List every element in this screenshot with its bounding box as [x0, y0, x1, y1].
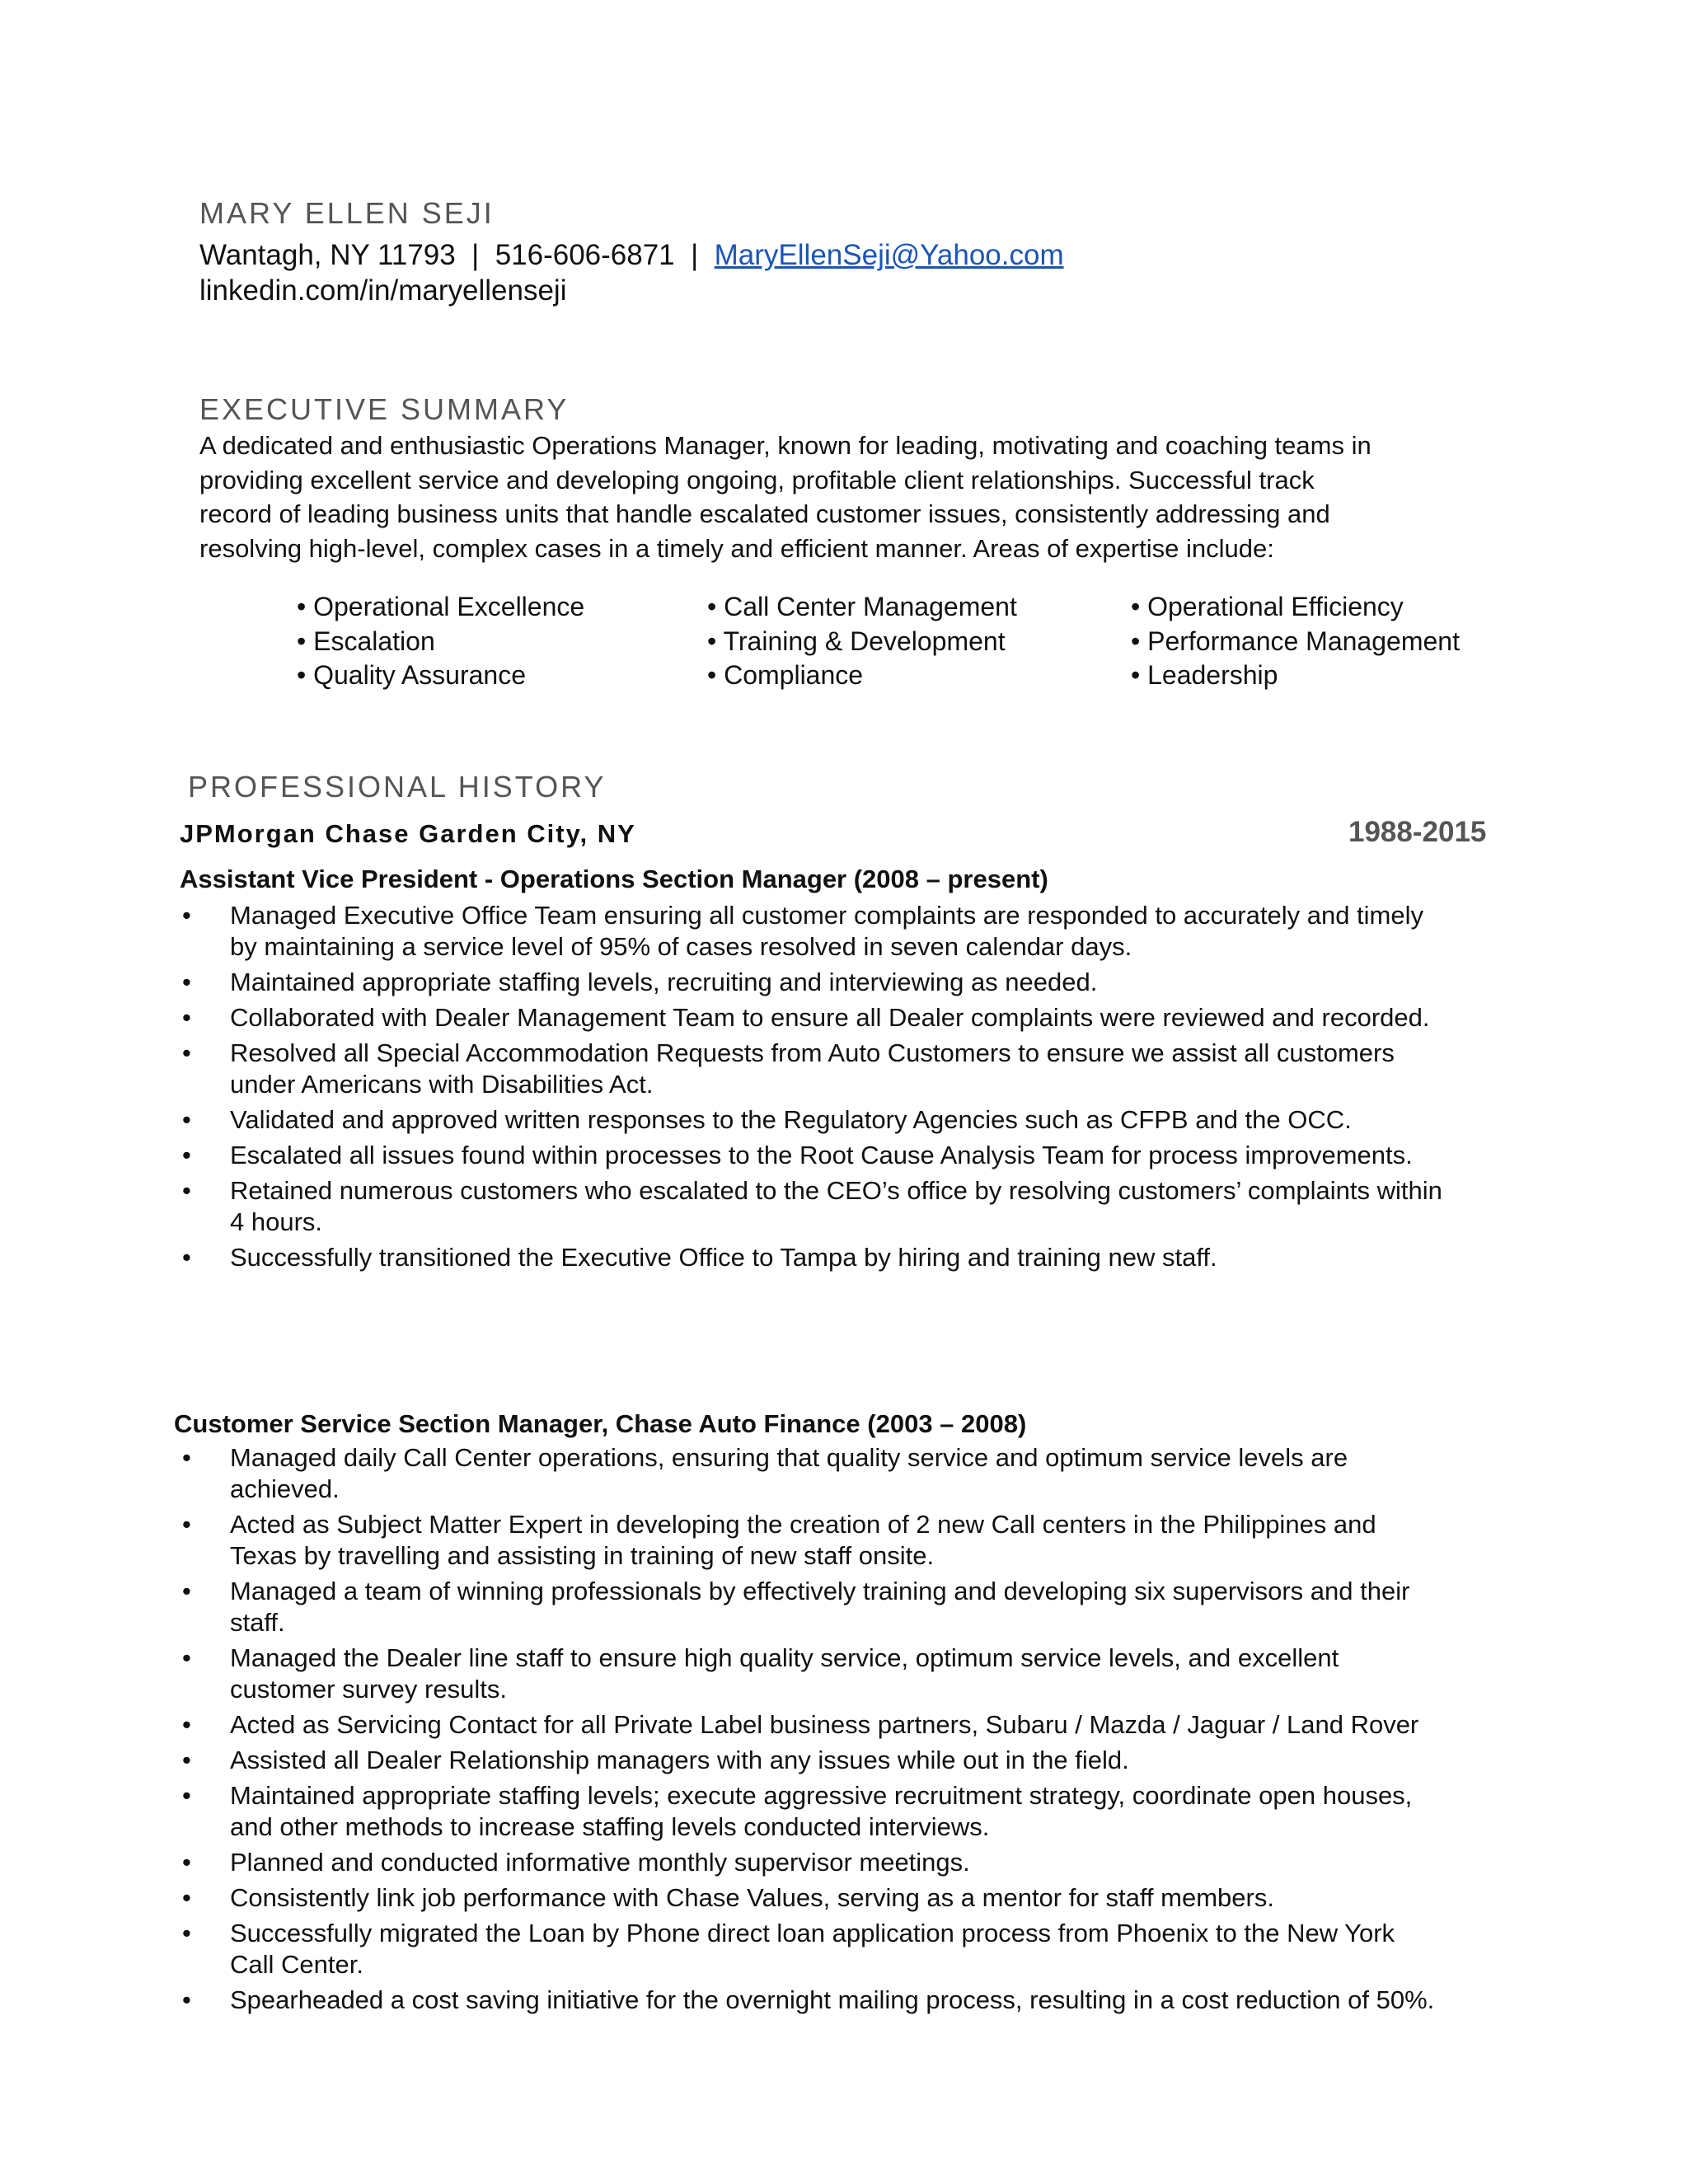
- company-name: JPMorgan Chase Garden City, NY: [180, 819, 636, 848]
- bullet-item: [182, 1442, 1434, 1505]
- bullet-line: Acted as Subject Matter Expert in developing the creation of 2 new Call centers in the Philippines and: [230, 1510, 1376, 1539]
- bullet-line: Validated and approved written responses to the Regulatory Agencies such as CFPB and the OCC.: [230, 1105, 1352, 1134]
- bullet-point: •: [182, 1848, 191, 1877]
- skills-column-3: [1131, 590, 1460, 693]
- bullet-line: Collaborated with Dealer Management Team to ensure all Dealer complaints were reviewed and recorded.: [230, 1003, 1430, 1032]
- bullet-line: Managed a team of winning professionals by effectively training and developing six supervisors and their: [230, 1577, 1410, 1605]
- bullet-point: •: [182, 1883, 191, 1912]
- bullet-item: [182, 1745, 1434, 1776]
- skill-item: • Operational Excellence: [297, 592, 585, 621]
- separator: |: [471, 239, 480, 271]
- email-link[interactable]: MaryEllenSeji@Yahoo.com: [714, 239, 1064, 271]
- bullet-point: •: [182, 1003, 191, 1032]
- bullet-line: Texas by travelling and assisting in training of new staff onsite.: [230, 1541, 935, 1570]
- bullet-line: Acted as Servicing Contact for all Private Label business partners, Subaru / Mazda / Jaguar / Land Rover: [230, 1710, 1419, 1739]
- summary-paragraph: [199, 429, 1485, 565]
- bullet-item: [182, 1242, 1442, 1273]
- summary-line: record of leading business units that handle escalated customer issues, consistently addressing and: [199, 499, 1330, 528]
- bullet-item: [182, 1643, 1434, 1705]
- skill-item: • Compliance: [707, 660, 864, 690]
- bullet-line: staff.: [230, 1608, 285, 1637]
- bullet-point: •: [182, 1746, 191, 1774]
- bullet-point: •: [182, 1176, 191, 1205]
- bullet-item: [182, 900, 1442, 963]
- candidate-name: MARY ELLEN SEJI: [199, 196, 495, 230]
- bullet-item: [182, 1002, 1442, 1033]
- bullet-item: [182, 1576, 1434, 1638]
- bullet-point: •: [182, 1443, 191, 1472]
- skills-column-1: [297, 590, 584, 693]
- bullet-point: •: [182, 1781, 191, 1810]
- bullet-point: •: [182, 1105, 191, 1134]
- bullet-item: [182, 1038, 1442, 1100]
- bullet-line: Resolved all Special Accommodation Requests from Auto Customers to ensure we assist all customers: [230, 1038, 1395, 1067]
- skill-item: • Leadership: [1131, 660, 1278, 690]
- bullet-point: •: [182, 1038, 191, 1067]
- bullet-point: •: [182, 1243, 191, 1272]
- separator: |: [691, 239, 699, 271]
- bullet-line: achieved.: [230, 1474, 340, 1503]
- employment-years: 1988-2015: [1348, 816, 1487, 848]
- phone: 516-606-6871: [495, 239, 675, 271]
- role-2-bullet-list: [182, 1442, 1435, 2020]
- bullet-line: under Americans with Disabilities Act.: [230, 1070, 654, 1099]
- skill-item: • Operational Efficiency: [1131, 592, 1404, 621]
- bullet-item: [182, 1780, 1434, 1843]
- role-title: Assistant Vice President - Operations Section Manager (2008 – present): [180, 865, 1048, 893]
- bullet-item: [182, 1509, 1434, 1572]
- bullet-line: Successfully migrated the Loan by Phone direct loan application process from Phoenix to the New York: [230, 1919, 1395, 1947]
- bullet-item: [182, 1104, 1442, 1136]
- bullet-item: [182, 1709, 1434, 1741]
- bullet-item: [182, 1140, 1442, 1171]
- linkedin-url: linkedin.com/in/maryellenseji: [199, 274, 567, 307]
- bullet-line: Call Center.: [230, 1950, 363, 1979]
- bullet-point: •: [182, 901, 191, 930]
- skill-item: • Performance Management: [1131, 626, 1460, 656]
- bullet-line: Planned and conducted informative monthly supervisor meetings.: [230, 1848, 970, 1877]
- bullet-item: [182, 1882, 1434, 1914]
- bullet-line: by maintaining a service level of 95% of cases resolved in seven calendar days.: [230, 932, 1132, 961]
- bullet-line: Managed Executive Office Team ensuring all customer complaints are responded to accurately and timely: [230, 901, 1423, 930]
- bullet-point: •: [182, 1710, 191, 1739]
- role-title: Customer Service Section Manager, Chase Auto Finance (2003 – 2008): [174, 1409, 1027, 1438]
- summary-line: providing excellent service and developing ongoing, profitable client relationships. Successful track: [199, 465, 1315, 494]
- bullet-line: Spearheaded a cost saving initiative for the overnight mailing process, resulting in a cost reduction of 50%.: [230, 1985, 1435, 2014]
- skills-column-2: [707, 590, 1017, 693]
- bullet-line: Assisted all Dealer Relationship managers with any issues while out in the field.: [230, 1746, 1129, 1774]
- professional-history-heading: PROFESSIONAL HISTORY: [188, 770, 607, 804]
- bullet-item: [182, 1175, 1442, 1238]
- skill-item: • Call Center Management: [707, 592, 1017, 621]
- skill-item: • Training & Development: [707, 626, 1006, 656]
- bullet-item: [182, 967, 1442, 998]
- bullet-line: Successfully transitioned the Executive Office to Tampa by hiring and training new staff.: [230, 1243, 1217, 1272]
- bullet-point: •: [182, 968, 191, 996]
- bullet-line: Maintained appropriate staffing levels; execute aggressive recruitment strategy, coordinate open houses,: [230, 1781, 1413, 1810]
- bullet-point: •: [182, 1577, 191, 1605]
- bullet-line: Escalated all issues found within processes to the Root Cause Analysis Team for process improvements.: [230, 1141, 1413, 1169]
- bullet-line: and other methods to increase staffing levels conducted interviews.: [230, 1812, 990, 1841]
- bullet-point: •: [182, 1985, 191, 2014]
- bullet-point: •: [182, 1510, 191, 1539]
- bullet-line: Managed daily Call Center operations, ensuring that quality service and optimum service levels are: [230, 1443, 1348, 1472]
- bullet-point: •: [182, 1919, 191, 1947]
- bullet-line: Retained numerous customers who escalated to the CEO’s office by resolving customers’ complaints within: [230, 1176, 1442, 1205]
- bullet-item: [182, 1985, 1435, 2016]
- bullet-item: [182, 1847, 1434, 1878]
- location: Wantagh, NY 11793: [199, 239, 456, 271]
- bullet-line: customer survey results.: [230, 1675, 507, 1704]
- bullet-line: Maintained appropriate staffing levels, recruiting and interviewing as needed.: [230, 968, 1098, 996]
- bullet-point: •: [182, 1141, 191, 1169]
- role-1-bullet-list: [182, 900, 1442, 1277]
- contact-line: [199, 239, 1064, 272]
- summary-line: A dedicated and enthusiastic Operations Manager, known for leading, motivating and coaching teams in: [199, 431, 1372, 460]
- skill-item: • Escalation: [297, 626, 435, 656]
- summary-line: resolving high-level, complex cases in a timely and efficient manner. Areas of expertise include:: [199, 533, 1274, 563]
- bullet-line: 4 hours.: [230, 1207, 323, 1236]
- bullet-item: [182, 1918, 1434, 1980]
- bullet-line: Consistently link job performance with Chase Values, serving as a mentor for staff members.: [230, 1883, 1274, 1912]
- skill-item: • Quality Assurance: [297, 660, 526, 690]
- bullet-point: •: [182, 1643, 191, 1672]
- bullet-line: Managed the Dealer line staff to ensure high quality service, optimum service levels, and excellent: [230, 1643, 1339, 1672]
- executive-summary-heading: EXECUTIVE SUMMARY: [199, 392, 570, 426]
